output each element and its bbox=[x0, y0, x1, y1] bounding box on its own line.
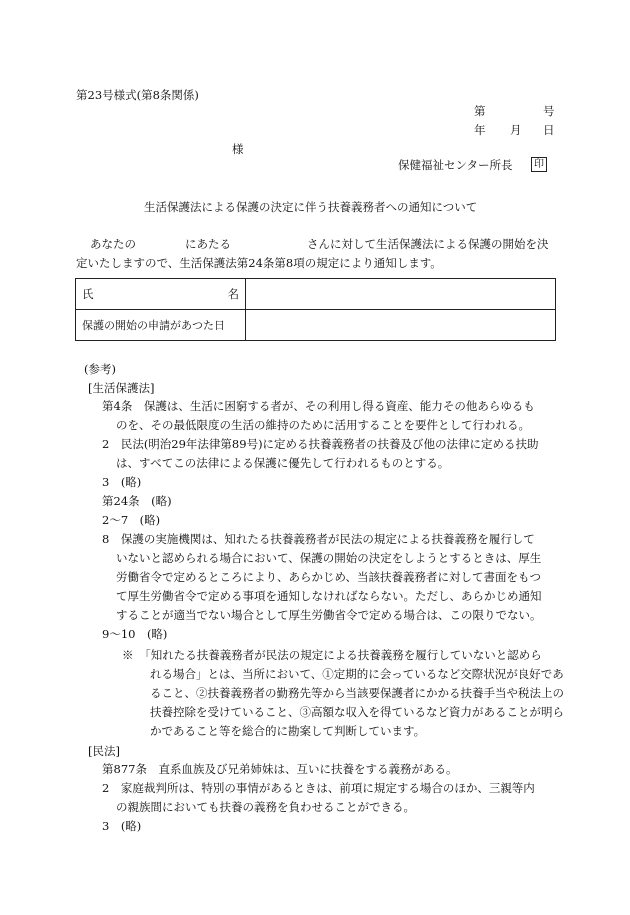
law1-line: 第24条 (略) bbox=[102, 494, 172, 508]
law1-line: は、すべてこの法律による保護に優先して行われるものとする。 bbox=[116, 456, 450, 470]
note-line: ※ 「知れたる扶養義務者が民法の規定による扶養義務を履行していないと認めら bbox=[122, 648, 542, 662]
intro-part1: あなたの bbox=[90, 237, 136, 251]
name-value-cell[interactable] bbox=[246, 279, 556, 310]
law1-heading: [生活保護法] bbox=[88, 381, 155, 395]
number-label-go: 号 bbox=[543, 104, 555, 118]
seal-mark: 印 bbox=[531, 157, 547, 172]
info-table bbox=[75, 278, 556, 341]
intro-line2: 定いたしますので、生活保護法第24条第8項の規定により通知します。 bbox=[76, 256, 442, 270]
note-line: かであること等を総合的に勘案して判断しています。 bbox=[150, 724, 426, 738]
name-label-a: 氏 bbox=[82, 287, 94, 301]
law2-line: 2 家庭裁判所は、特別の事情があるときは、前項に規定する場合のほか、三親等内 bbox=[102, 781, 535, 795]
form-number: 第23号様式(第8条関係) bbox=[76, 88, 199, 102]
document-title: 生活保護法による保護の決定に伴う扶養義務者への通知について bbox=[144, 200, 478, 214]
law2-line: 第877条 直系血族及び兄弟姉妹は、互いに扶養をする義務がある。 bbox=[102, 762, 458, 776]
law1-line: 2 民法(明治29年法律第89号)に定める扶養義務者の扶養及び他の法律に定める扶助 bbox=[102, 437, 539, 451]
reference-title: (参考) bbox=[84, 362, 116, 376]
note-line: ること、②扶養義務者の勤務先等から当該要保護者にかかる扶養手当や税法上の bbox=[150, 686, 564, 700]
law2-line: の親族間においても扶養の義務を負わせることができる。 bbox=[116, 800, 415, 814]
law1-line: 2〜7 (略) bbox=[102, 513, 161, 527]
intro-part2: にあたる bbox=[185, 237, 231, 251]
law1-line: 9〜10 (略) bbox=[102, 627, 168, 641]
law1-line: のを、その最低限度の生活の維持のために活用することを要件として行われる。 bbox=[116, 418, 530, 432]
sender: 保健福祉センター所長 bbox=[398, 158, 513, 172]
application-date-label: 保護の開始の申請があつた日 bbox=[76, 310, 246, 341]
law2-line: 3 (略) bbox=[102, 819, 142, 833]
law1-line: 8 保護の実施機関は、知れたる扶養義務者が民法の規定による扶養義務を履行して bbox=[102, 532, 535, 546]
name-label-b: 名 bbox=[227, 287, 239, 301]
note-line: 扶養控除を受けていること、③高額な収入を得ているなど資力があることが明ら bbox=[150, 705, 564, 719]
law1-line: 3 (略) bbox=[102, 475, 142, 489]
law1-line: て厚生労働省令で定める事項を通知しなければならない。ただし、あらかじめ通知 bbox=[116, 589, 542, 603]
table-row bbox=[76, 310, 556, 341]
date-day: 日 bbox=[543, 123, 555, 137]
date-month: 月 bbox=[510, 123, 522, 137]
law1-line: 第4条 保護は、生活に困窮する者が、その利用し得る資産、能力その他あらゆるも bbox=[102, 399, 535, 413]
intro-part3: さんに対して生活保護法による保護の開始を決 bbox=[307, 237, 549, 251]
date-year: 年 bbox=[474, 123, 486, 137]
law1-line: することが適当でない場合として厚生労働省令で定める場合は、この限りでない。 bbox=[116, 608, 542, 622]
table-row bbox=[76, 279, 556, 310]
name-label-cell bbox=[76, 279, 246, 310]
number-label-dai: 第 bbox=[474, 104, 486, 118]
law1-line: 労働省令で定めるところにより、あらかじめ、当該扶養義務者に対して書面をもつ bbox=[116, 570, 542, 584]
law1-line: いないと認められる場合において、保護の開始の決定をしようとするときは、厚生 bbox=[116, 551, 542, 565]
note-line: れる場合」とは、当所において、①定期的に会っているなど交際状況が良好であ bbox=[150, 667, 564, 681]
law2-heading: [民法] bbox=[88, 744, 120, 758]
application-date-value[interactable] bbox=[246, 310, 556, 341]
addressee-sama: 様 bbox=[232, 142, 244, 156]
